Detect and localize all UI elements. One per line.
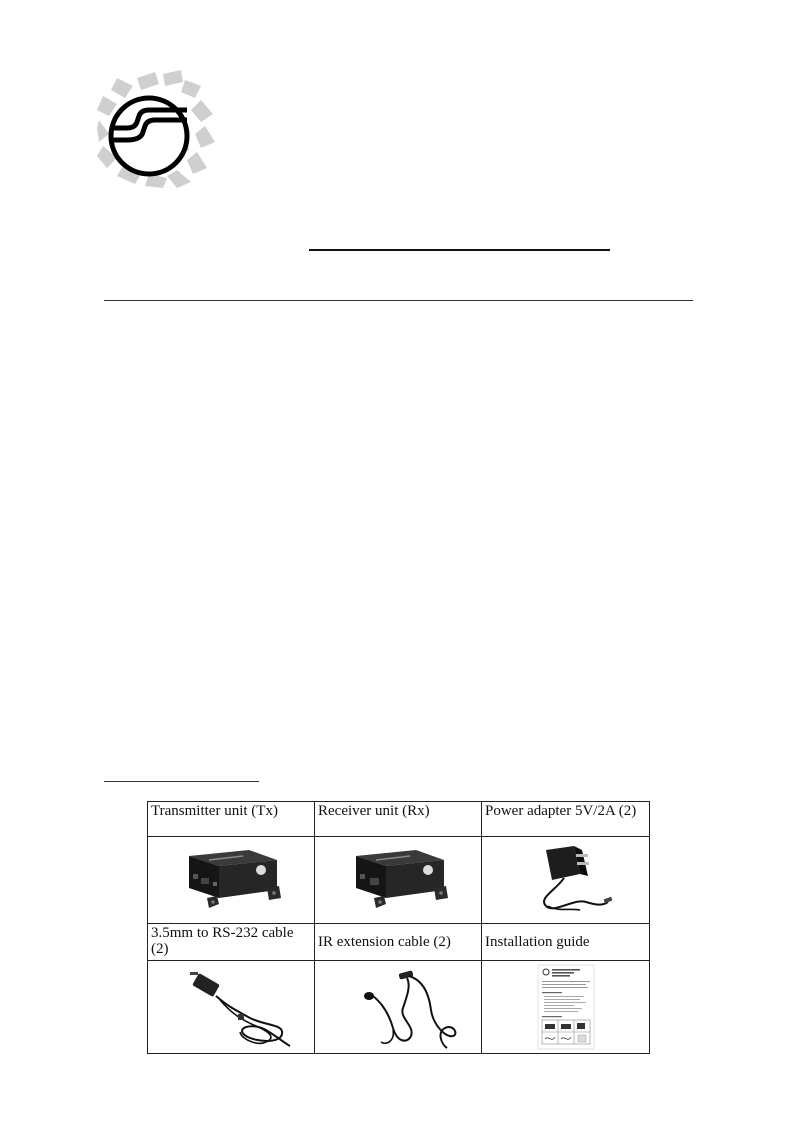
table-cell xyxy=(148,802,315,837)
item-label-receiver: Receiver unit (Rx) xyxy=(318,803,430,819)
header-divider xyxy=(104,300,693,301)
package-contents-table xyxy=(147,801,650,1054)
table-cell xyxy=(482,837,650,924)
table-cell xyxy=(482,924,650,961)
siig-logo xyxy=(97,70,215,188)
table-cell xyxy=(315,837,482,924)
ir-extension-cable-image xyxy=(333,964,463,1050)
item-label-ir-cable: IR extension cable (2) xyxy=(318,934,451,950)
item-label-power-adapter: Power adapter 5V/2A (2) xyxy=(485,803,637,819)
item-label-transmitter: Transmitter unit (Tx) xyxy=(151,803,278,819)
table-cell xyxy=(315,924,482,961)
transmitter-unit-image xyxy=(179,848,283,912)
table-row xyxy=(148,924,650,961)
table-cell xyxy=(482,961,650,1054)
table-row xyxy=(148,961,650,1054)
item-label-installation-guide: Installation guide xyxy=(485,934,590,950)
table-cell xyxy=(315,961,482,1054)
table-cell xyxy=(482,802,650,837)
power-adapter-image xyxy=(516,842,616,918)
installation-guide-image xyxy=(534,963,598,1051)
table-row xyxy=(148,837,650,924)
item-label-rs232-cable: 3.5mm to RS-232 cable (2) xyxy=(151,925,294,957)
siig-logo-icon xyxy=(97,70,215,188)
title-underline xyxy=(309,249,610,251)
table-cell xyxy=(148,837,315,924)
rs232-cable-image xyxy=(166,964,296,1050)
table-cell xyxy=(315,802,482,837)
table-row xyxy=(148,802,650,837)
table-cell xyxy=(148,924,315,961)
receiver-unit-image xyxy=(346,848,450,912)
section-heading-underline xyxy=(104,781,259,782)
table-cell xyxy=(148,961,315,1054)
